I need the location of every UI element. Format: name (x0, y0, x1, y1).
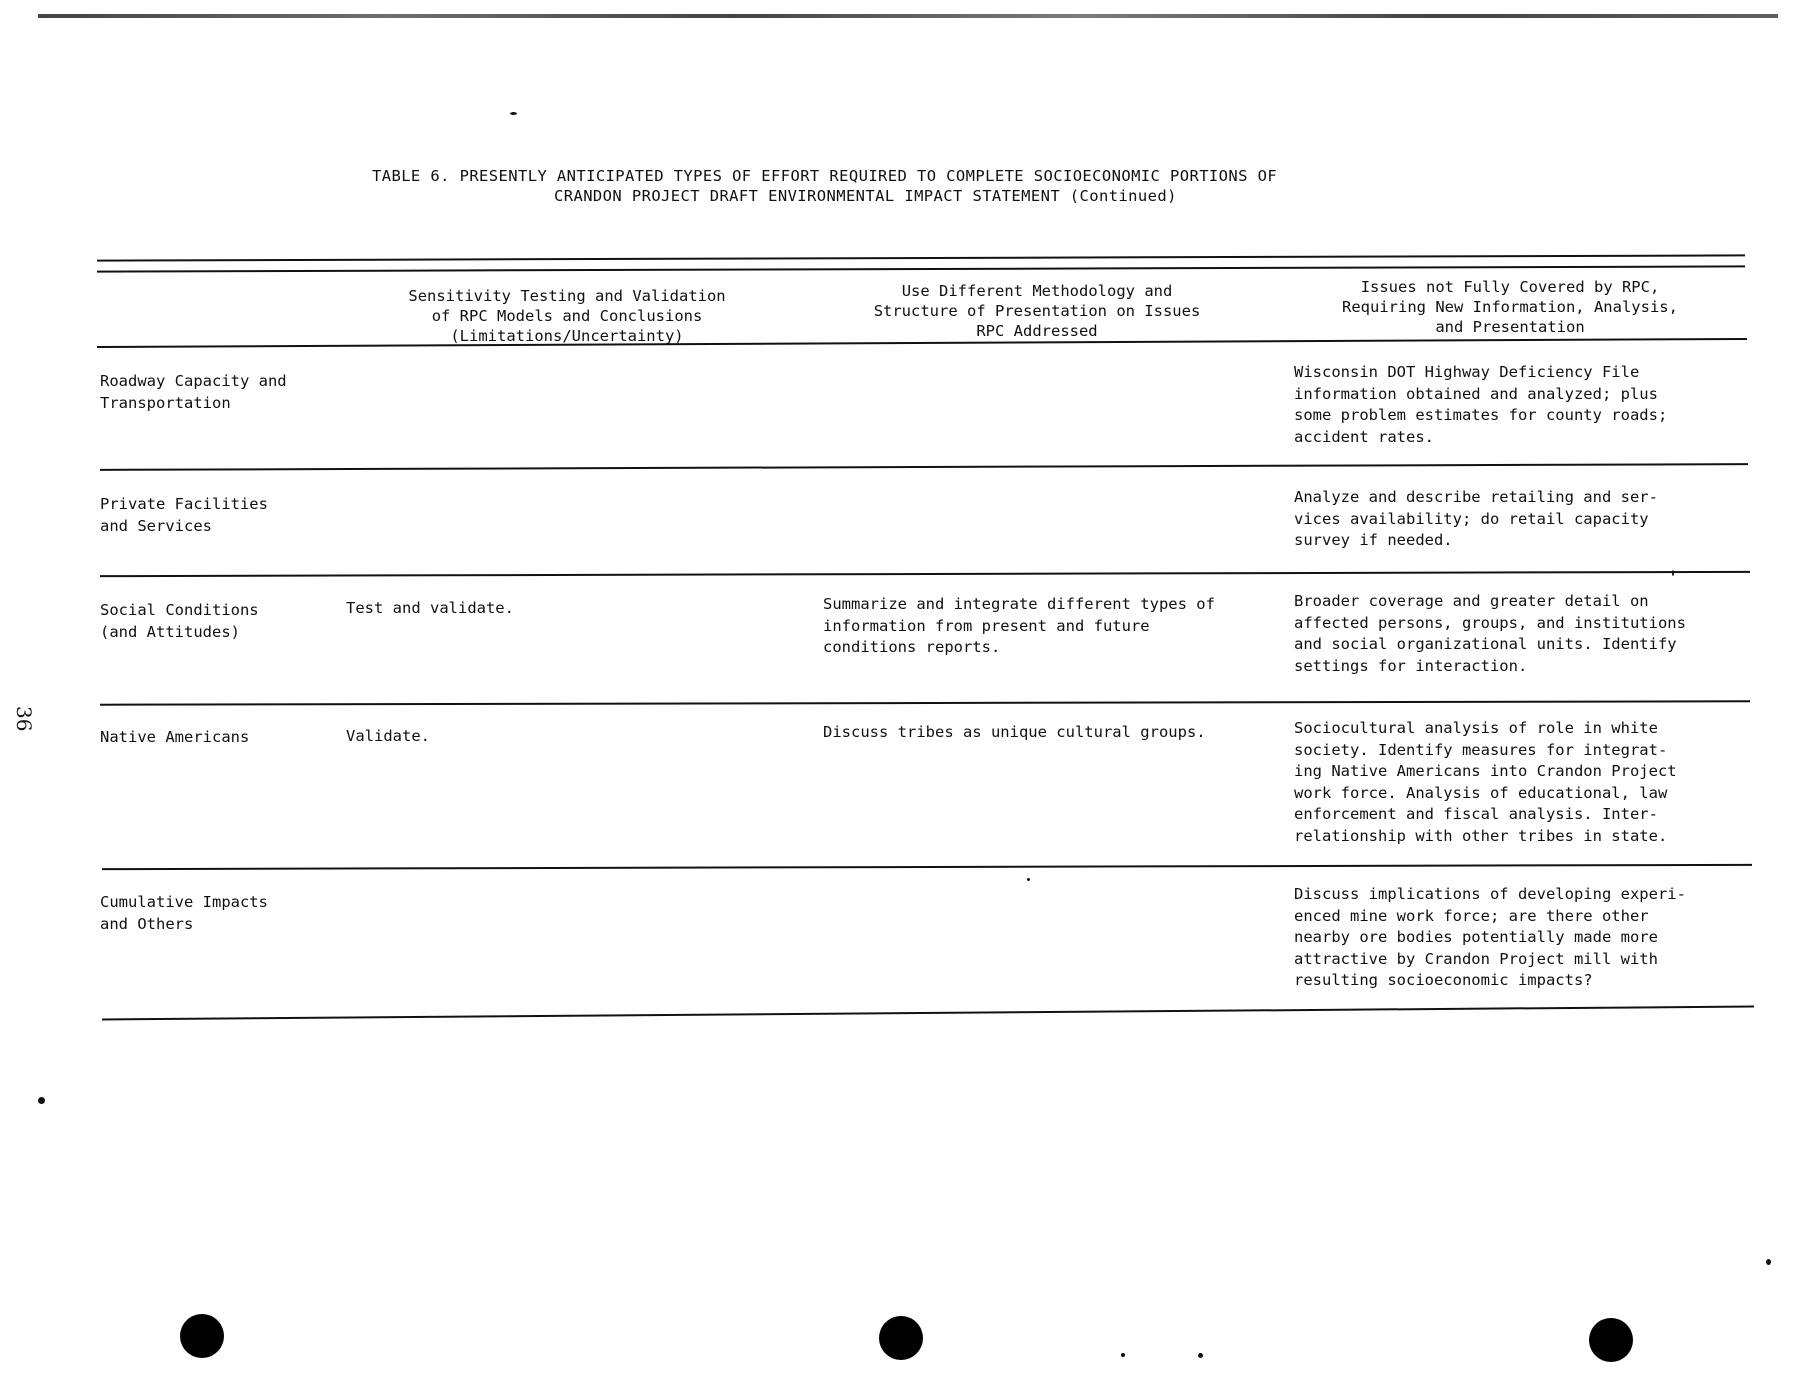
row-label-cumulative-impacts: Cumulative Impacts and Others (100, 893, 268, 933)
page-number: 36 (12, 706, 36, 732)
row-label-private-facilities: Private Facilities and Services (100, 495, 268, 535)
row-separator (100, 700, 1750, 705)
scan-speck (1766, 1259, 1771, 1265)
row-native-americans-methodology-cell: Discuss tribes as unique cultural groups. (823, 723, 1206, 741)
row-cumulative-impacts-issues-cell: Discuss implications of developing experi- enced mine work force; are there other nearby ore bodies potentially made more attractive by Crandon Project mill with resulting socioeconomic impacts? (1294, 885, 1686, 989)
binder-hole-left (180, 1314, 224, 1358)
top-rule-lower (97, 265, 1745, 272)
column-header-issues: Issues not Fully Covered by RPC, Requiring New Information, Analysis, and Presentation (1342, 278, 1678, 336)
row-native-americans-sensitivity-cell: Validate. (346, 727, 430, 745)
scan-speck (1121, 1353, 1125, 1357)
column-header-sensitivity: Sensitivity Testing and Validation of RPC Models and Conclusions (Limitations/Uncertainty) (408, 287, 726, 345)
row-separator (100, 463, 1748, 471)
row-label-roadway: Roadway Capacity and Transportation (100, 372, 287, 412)
table-title-line-2: CRANDON PROJECT DRAFT ENVIRONMENTAL IMPACT STATEMENT (Continued) (554, 187, 1177, 205)
row-native-americans-issues-cell: Sociocultural analysis of role in white society. Identify measures for integrat- ing Native Americans into Crandon Project work force. Analysis of educational, law enforcement and fiscal analysis. Inter- relationship with other tribes in state. (1294, 719, 1677, 845)
row-separator (100, 571, 1750, 577)
scan-speck (1198, 1353, 1203, 1358)
row-roadway-issues-cell: Wisconsin DOT Highway Deficiency File information obtained and analyzed; plus some problem estimates for county roads; accident rates. (1294, 363, 1668, 446)
scan-speck (510, 112, 517, 115)
row-separator (102, 864, 1752, 870)
scan-speck (38, 1097, 45, 1104)
row-label-social-conditions: Social Conditions (and Attitudes) (100, 601, 259, 641)
column-header-methodology: Use Different Methodology and Structure of Presentation on Issues RPC Addressed (873, 282, 1201, 340)
row-social-conditions-sensitivity-cell: Test and validate. (346, 599, 514, 617)
row-social-conditions-methodology-cell: Summarize and integrate different types of information from present and future conditions reports. (823, 595, 1215, 656)
table-title-line-1: TABLE 6. PRESENTLY ANTICIPATED TYPES OF EFFORT REQUIRED TO COMPLETE SOCIOECONOMIC PORTIONS OF (372, 167, 1278, 185)
table-title (300, 166, 1480, 206)
scan-top-edge (38, 14, 1778, 18)
table-bottom-rule (102, 1006, 1754, 1021)
row-label-native-americans: Native Americans (100, 728, 250, 746)
binder-hole-right (1589, 1318, 1633, 1362)
scan-speck (1027, 878, 1030, 881)
row-social-conditions-issues-cell: Broader coverage and greater detail on affected persons, groups, and institutions and social organizational units. Identify settings for interaction. (1294, 592, 1686, 675)
row-private-facilities-issues-cell: Analyze and describe retailing and ser- vices availability; do retail capacity survey if needed. (1294, 488, 1658, 549)
binder-hole-center (879, 1316, 923, 1360)
top-rule-upper (97, 254, 1745, 261)
